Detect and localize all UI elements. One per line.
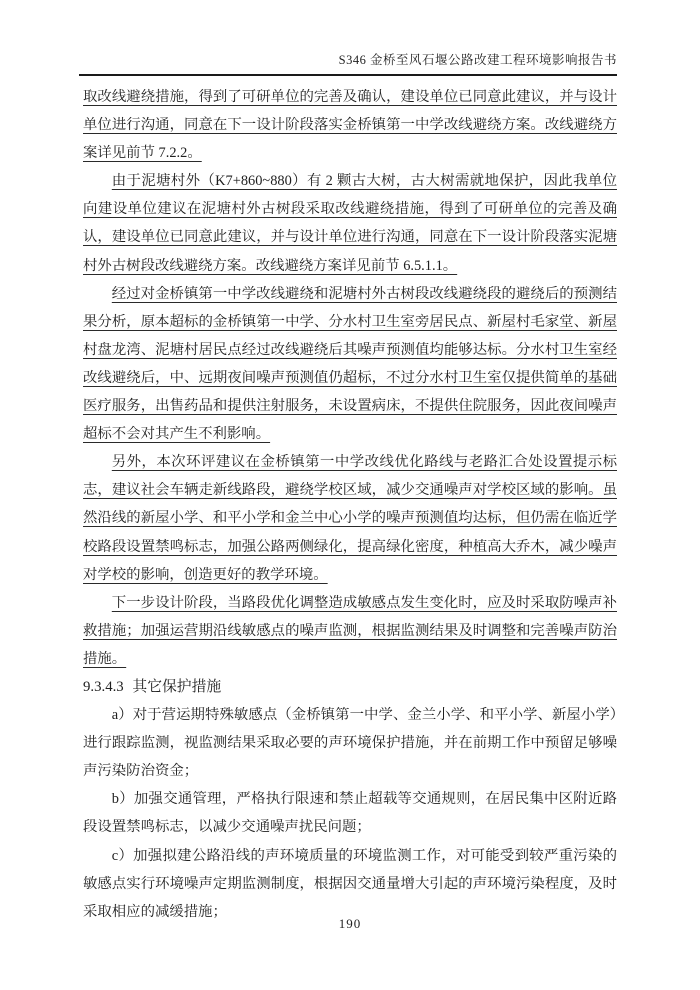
page-number: 190 <box>338 916 362 931</box>
revision-paragraph: 取改线避绕措施，得到了可研单位的完善及确认，建设单位已同意此建议，并与设计单位进行沟通，同意在下一设计阶段落实金桥镇第一中学改线避绕方案。改线避绕方案详见前节 7.2.2。 <box>83 89 617 162</box>
section-heading: 9.3.4.3 其它保护措施 <box>83 678 222 695</box>
revision-paragraph: 由于泥塘村外（K7+860~880）有 2 颗古大树，古大树需就地保护，因此我单位向建设单位建议在泥塘村外古树段采取改线避绕措施，得到了可研单位的完善及确认，建设单位已同意此建议，并与设计单位进行沟通，同意在下一设计阶段落实泥塘村外古树段改线避绕方案。改线避绕方案详见前节 6.5.1.1。 <box>83 173 617 274</box>
page-header <box>79 50 617 76</box>
revision-paragraph: 经过对金桥镇第一中学改线避绕和泥塘村外古树段改线避绕段的避绕后的预测结果分析，原本超标的金桥镇第一中学、分水村卫生室旁居民点、新屋村毛家堂、新屋村盘龙湾、泥塘村居民点经过改线避绕后其噪声预测值均能够达标。分水村卫生室经改线避绕后，中、远期夜间噪声预测值仍超标，不过分水村卫生室仅提供简单的基础医疗服务，出售药品和提供注射服务，未设置病床，不提供住院服务，因此夜间噪声超标不会对其产生不利影响。 <box>83 285 617 443</box>
revision-paragraph: 下一步设计阶段，当路段优化调整造成敏感点发生变化时，应及时采取防噪声补救措施；加强运营期沿线敏感点的噪声监测，根据监测结果及时调整和完善噪声防治措施。 <box>83 594 617 667</box>
list-item-b: b）加强交通管理，严格执行限速和禁止超载等交通规则，在居民集中区附近路段设置禁鸣标志，以减少交通噪声扰民问题； <box>83 791 617 836</box>
revision-paragraph: 另外，本次环评建议在金桥镇第一中学改线优化路线与老路汇合处设置提示标志，建议社会车辆走新线路段，避绕学校区域，减少交通噪声对学校区域的影响。虽然沿线的新屋小学、和平小学和金兰中心小学的噪声预测值均达标，但仍需在临近学校路段设置禁鸣标志，加强公路两侧绿化，提高绿化密度，种植高大乔木，减少噪声对学校的影响，创造更好的教学环境。 <box>83 454 617 583</box>
list-item-c: c）加强拟建公路沿线的声环境质量的环境监测工作，对可能受到较严重污染的敏感点实行环境噪声定期监测制度，根据因交通量增大引起的声环境污染程度，及时采取相应的减缓措施； <box>83 847 617 920</box>
report-title: S346 金桥至风石堰公路改建工程环境影响报告书 <box>338 53 617 67</box>
list-item-a: a）对于营运期特殊敏感点（金桥镇第一中学、金兰小学、和平小学、新屋小学）进行跟踪监测，视监测结果采取必要的声环境保护措施，并在前期工作中预留足够噪声污染防治资金； <box>83 707 617 780</box>
document-body <box>83 83 617 926</box>
